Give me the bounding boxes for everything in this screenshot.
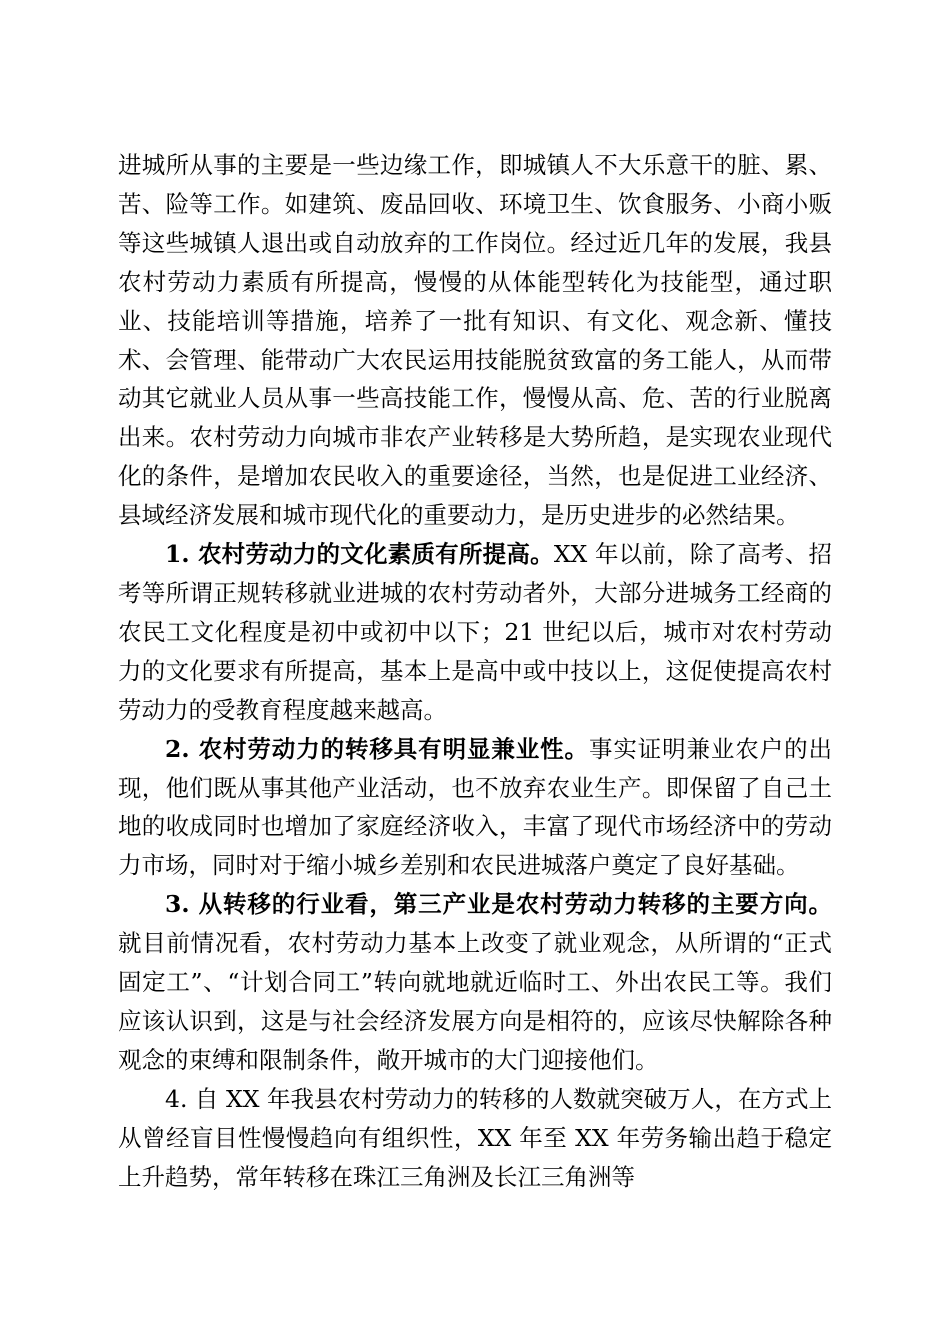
paragraph-text: 4. 自 XX 年我县农村劳动力的转移的人数就突破万人，在方式上从曾经盲目性慢慢趋向有组织性，XX 年至 XX 年劳务输出趋于稳定上升趋势，常年转移在珠江三角洲及长江三角洲等 (118, 1084, 832, 1191)
paragraph-continuation (118, 146, 832, 535)
paragraph-heading: 3. 从转移的行业看，第三产业是农村劳动力转移的主要方向。 (165, 890, 832, 919)
paragraph-heading: 2. 农村劳动力的转移具有明显兼业性。 (165, 734, 589, 763)
paragraph-text: 事实证明兼业农户的出现，他们既从事其他产业活动，也不放弃农业生产。即保留了自己土地的收成同时也增加了家庭经济收入，丰富了现代市场经济中的劳动力市场，同时对于缩小城乡差别和农民进城落户奠定了良好基础。 (118, 734, 832, 880)
paragraph-text: 进城所从事的主要是一些边缘工作，即城镇人不大乐意干的脏、累、苦、险等工作。如建筑、废品回收、环境卫生、饮食服务、小商小贩等这些城镇人退出或自动放弃的工作岗位。经过近几年的发展，我县农村劳动力素质有所提高，慢慢的从体能型转化为技能型，通过职业、技能培训等措施，培养了一批有知识、有文化、观念新、懂技术、会管理、能带动广大农民运用技能脱贫致富的务工能人，从而带动其它就业人员从事一些高技能工作，慢慢从高、危、苦的行业脱离出来。农村劳动力向城市非农产业转移是大势所趋，是实现农业现代化的条件，是增加农民收入的重要途径，当然，也是促进工业经济、县域经济发展和城市现代化的重要动力，是历史进步的必然结果。 (118, 151, 832, 530)
paragraph-heading: 1. 农村劳动力的文化素质有所提高。 (165, 540, 554, 569)
paragraph-text: XX 年以前，除了高考、招考等所谓正规转移就业进城的农村劳动者外，大部分进城务工经商的农民工文化程度是初中或初中以下；21 世纪以后，城市对农村劳动力的文化要求有所提高，基本上是高中或中技以上，这促使提高农村劳动力的受教育程度越来越高。 (118, 540, 832, 724)
paragraph-point-4 (118, 1080, 832, 1197)
paragraph-point-3 (118, 885, 832, 1080)
paragraph-text: 就目前情况看，农村劳动力基本上改变了就业观念，从所谓的“正式固定工”、“计划合同工”转向就地就近临时工、外出农民工等。我们应该认识到，这是与社会经济发展方向是相符的，应该尽快解除各种观念的束缚和限制条件，敞开城市的大门迎接他们。 (118, 929, 832, 1074)
paragraph-point-2 (118, 730, 832, 886)
document-body (118, 146, 832, 1196)
paragraph-point-1 (118, 535, 832, 730)
